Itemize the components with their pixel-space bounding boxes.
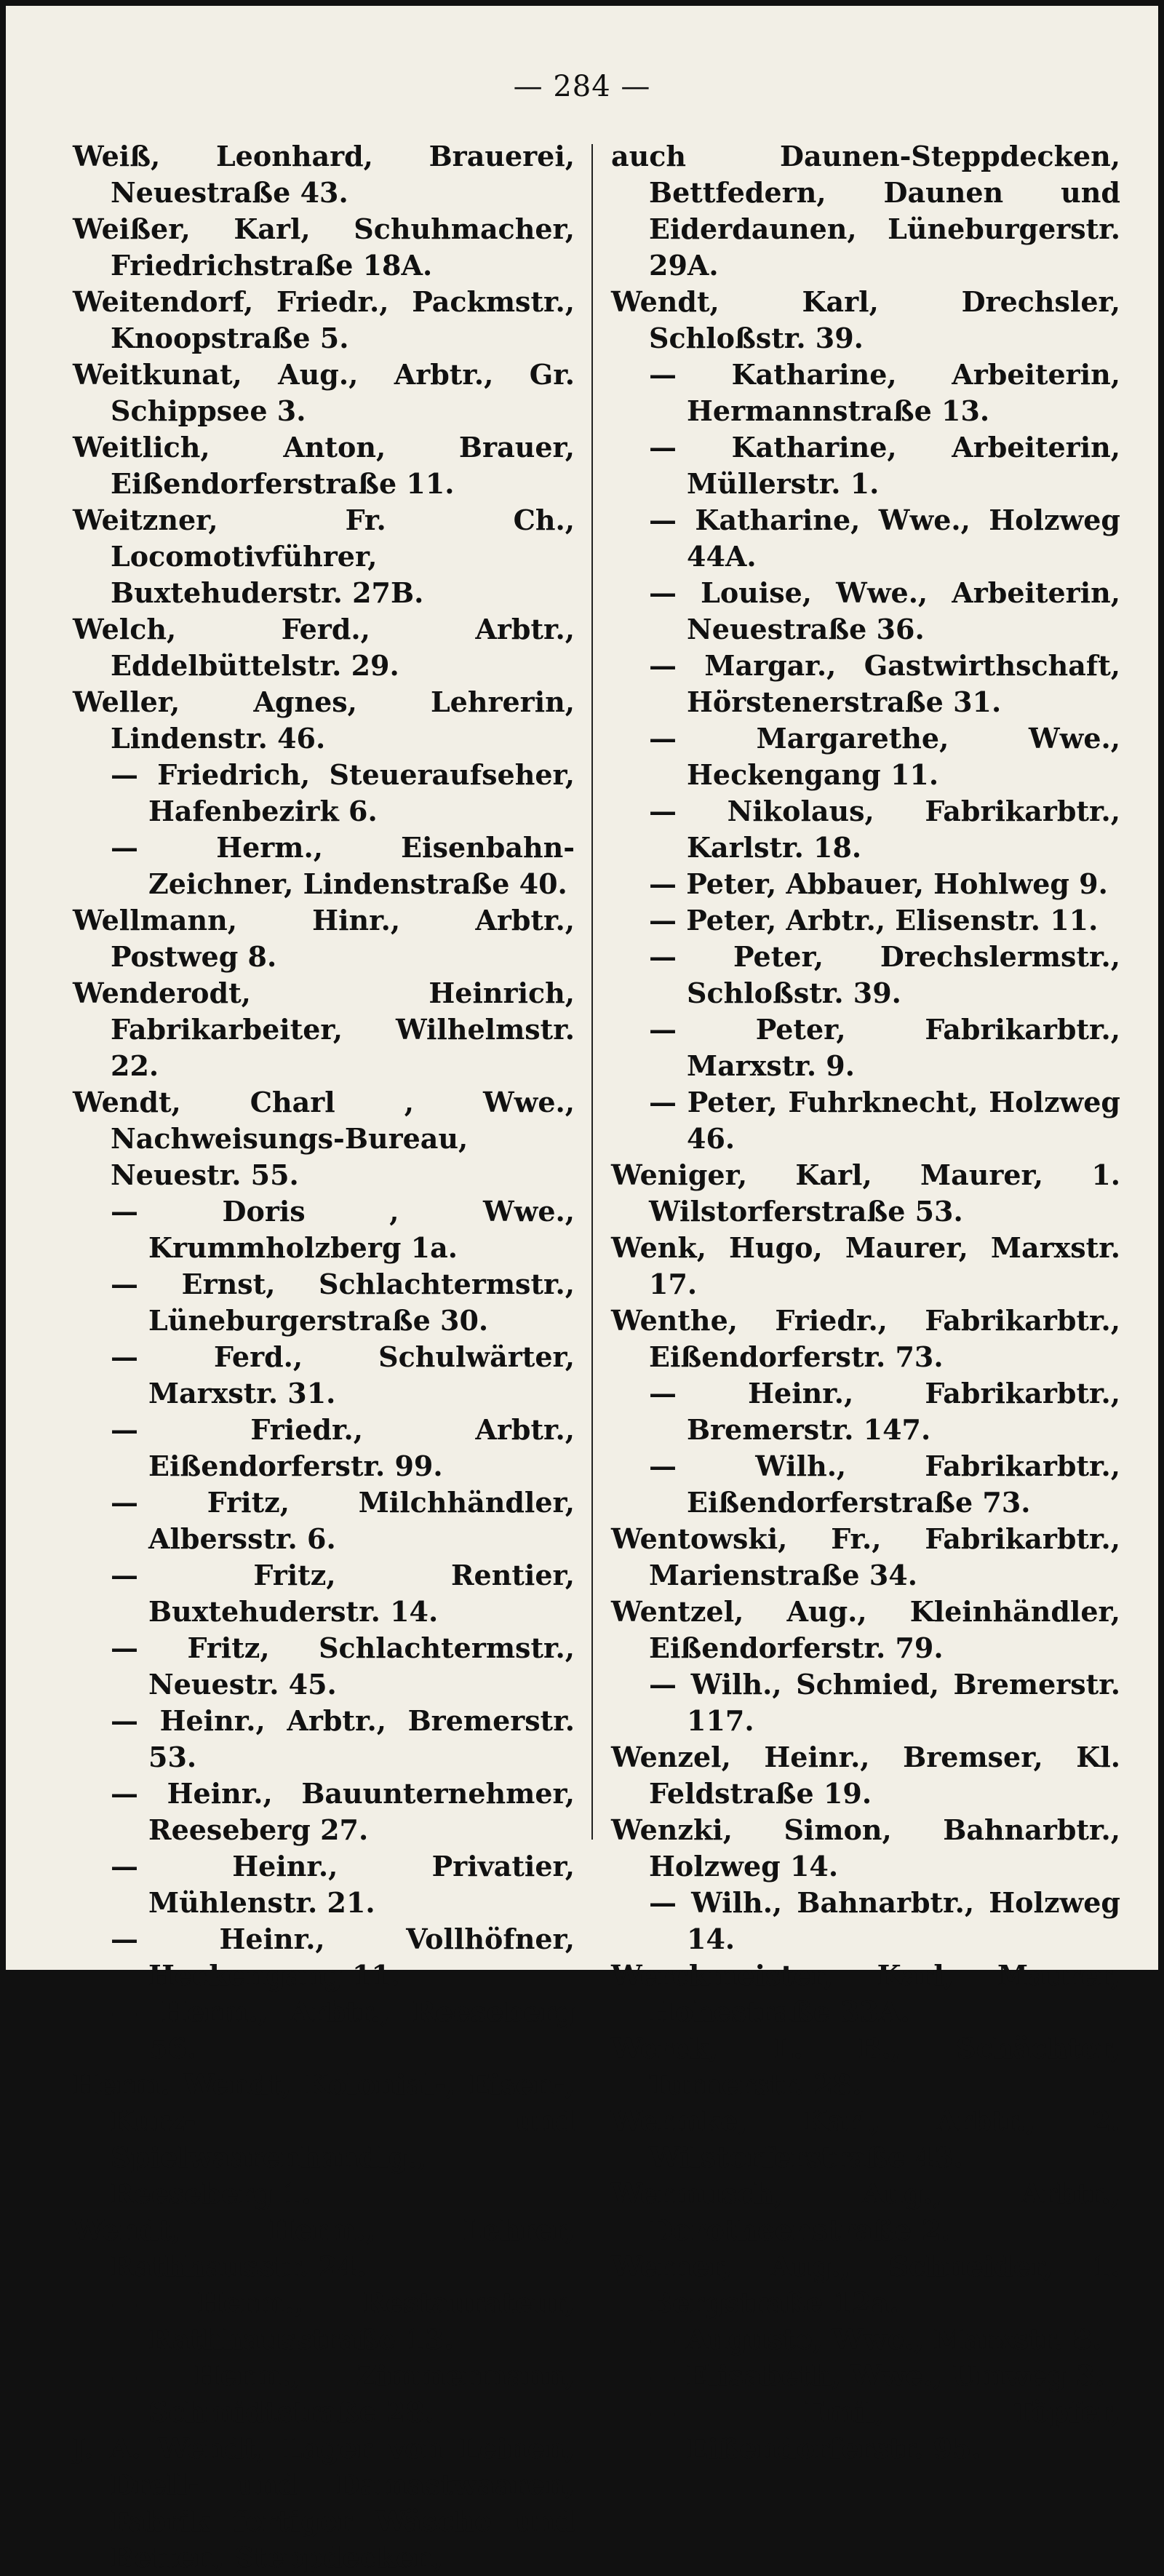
directory-entry: Wendt, Herm., Lehrer, Rathhausstr. 24. <box>73 2214 575 2283</box>
directory-entry: — Louise, Wwe., Arbeiterin, Neuestraße 36. <box>649 576 1120 645</box>
directory-entry: Weitkunat, Aug., Arbtr., Gr. Schippsee 3. <box>73 358 575 427</box>
directory-entry: J. A. Wendt, Lager von Leinen, Drell- und Damastwaaren, Fabrik fertiger Wäsche und Betten, Steppdecken, <box>73 2432 575 2574</box>
directory-entry: Weller, Agnes, Lehrerin, Lindenstr. 46. <box>73 685 575 755</box>
directory-entry: Werckmeister, Karl, Maurer, Hohestraße 33A. <box>611 1959 1120 2028</box>
directory-entry: Wenthe, Friedr., Fabrikarbtr., Eißendorferstr. 73. <box>611 1304 1120 1373</box>
directory-entry: — Emil, Töpfer, Eißendorferstr. 95. <box>649 2396 1120 2465</box>
directory-entry: — Peter, Fabrikarbtr., Marxstr. 9. <box>649 1013 1120 1082</box>
directory-entry: — Fritz, Schlachtermstr., Neuestr. 45. <box>111 1631 575 1701</box>
directory-entry: Wermusch, Aug., Arbtr., Dorotheenstraße 2. <box>611 2177 1120 2246</box>
directory-entry: — Ferd., Schulwärter, Marxstr. 31. <box>111 1340 575 1410</box>
directory-entry: Herm. Wendt, Kolonial-, Eisen-, Kurz- und Spielwaarenhandlg., Reeseberg 1. <box>73 2068 575 2210</box>
directory-entry: auch Daunen-Steppdecken, Bettfedern, Daunen und Eiderdaunen, Lüneburgerstr. 29A. <box>611 140 1120 282</box>
directory-entry: Werek, L. B., Schächter, Turnerstr. 28. <box>611 2032 1120 2101</box>
directory-page <box>6 6 1158 2574</box>
directory-entry: — Nikolaus, Fabrikarbtr., Karlstr. 18. <box>649 795 1120 864</box>
directory-entry: Wentzel, Aug., Kleinhändler, Eißendorferstr. 79. <box>611 1595 1120 1664</box>
directory-entry: — Heinr., Bauunternehmer, Reeseberg 27. <box>111 1777 575 1846</box>
directory-entry: Weitlich, Anton, Brauer, Eißendorferstraße 11. <box>73 431 575 500</box>
directory-entry: Wentowski, Fr., Fabrikarbtr., Marienstraße 34. <box>611 1522 1120 1591</box>
directory-entry: — Wilh., Fabrikarbtr., Eißendorferstraße 73. <box>649 1450 1120 1519</box>
directory-entry: Weiß, Leonhard, Brauerei, Neuestraße 43. <box>73 140 575 209</box>
directory-entry: — Auguste, Wwe., Marxstr. 8. <box>649 2323 1102 2356</box>
directory-entry: — Peter, Fuhrknecht, Holzweg 46. <box>649 1086 1120 1155</box>
left-column <box>73 138 575 2576</box>
directory-entry: — Katharine, Arbeiterin, Müllerstr. 1. <box>649 431 1120 500</box>
directory-entry: — Margarethe, Wwe., Heckengang 11. <box>649 722 1120 791</box>
page-number: — 284 — <box>513 70 651 103</box>
directory-entry: — Peter, Abbauer, Hohlweg 9. <box>649 867 1108 900</box>
directory-entry: — Heinr., Fabrikarbtr., Bremerstr. 147. <box>649 1377 1120 1446</box>
directory-entry: — Doris , Wwe., Krummholzberg 1a. <box>111 1195 575 1264</box>
column-divider <box>591 144 593 1840</box>
directory-entry: — Friedrich, Steueraufseher, Hafenbezirk 6. <box>111 758 575 827</box>
directory-entry: — Wilh., Bahnarbtr., Holzweg 14. <box>649 1886 1120 1955</box>
directory-entry: — Herm., Zimmermann, Schmidtstraße 28. <box>111 2359 575 2428</box>
directory-entry: — Herm., Arbtr., Reeseberg 56. <box>111 1995 575 2064</box>
directory-entry: Welch, Ferd., Arbtr., Eddelbüttelstr. 29. <box>73 613 575 682</box>
directory-entry: — Herm., Eisenbahn-Zeichner, Lindenstraße 40. <box>111 831 575 900</box>
directory-entry: — Margar., Gastwirthschaft, Hörstenerstraße 31. <box>649 649 1120 718</box>
directory-entry: Wendt, Karl, Drechsler, Schloßstr. 39. <box>611 285 1120 354</box>
directory-entry: — Katharine, Wwe., Holzweg 44A. <box>649 504 1120 573</box>
directory-entry: — Herm., Restaurateur, Rathhausstraße 13. <box>111 2286 575 2356</box>
directory-entry: Wenzel, Heinr., Bremser, Kl. Feldstraße 19. <box>611 1741 1120 1810</box>
directory-entry: — Fritz, Rentier, Buxtehuderstr. 14. <box>111 1559 575 1628</box>
directory-entry: Wellmann, Hinr., Arbtr., Postweg 8. <box>73 904 575 973</box>
directory-entry: — Fritz, Milchhändler, Albersstr. 6. <box>111 1486 575 1555</box>
directory-entry: Wendt, Charl , Wwe., Nachweisungs-Bureau, Neuestr. 55. <box>73 1086 575 1191</box>
directory-entry: Weißer, Karl, Schuhmacher, Friedrichstraße 18A. <box>73 212 575 282</box>
right-column <box>611 138 1120 2467</box>
directory-entry: — Heinr., Arbtr., Bremerstr. 53. <box>111 1704 575 1773</box>
directory-entry: — Ernst, Schlachtermstr., Lüneburgerstraße 30. <box>111 1268 575 1337</box>
directory-entry: Weitendorf, Friedr., Packmstr., Knoopstraße 5. <box>73 285 575 354</box>
directory-entry: Weniger, Karl, Maurer, 1. Wilstorferstraße 53. <box>611 1158 1120 1228</box>
directory-entry: Werner, Aug., Schneider, 1. Bergstraße 12a. <box>611 2250 1120 2319</box>
directory-entry: — Peter, Drechslermstr., Schloßstr. 39. <box>649 940 1120 1009</box>
directory-entry: — Peter, Arbtr., Elisenstr. 11. <box>649 904 1099 937</box>
directory-entry: Wenderodt, Heinrich, Fabrikarbeiter, Wilhelmstr. 22. <box>73 977 575 1082</box>
directory-entry: — Wilh., Schmied, Bremerstr. 117. <box>649 1668 1120 1737</box>
directory-entry: Wenzki, Simon, Bahnarbtr., Holzweg 14. <box>611 1813 1120 1883</box>
directory-entry: — Heinr., Vollhöfner, Heckengang 11. <box>111 1923 575 1992</box>
directory-entry: — Katharine, Arbeiterin, Hermannstraße 13. <box>649 358 1120 427</box>
directory-entry: — Elisabeth, Wwe., Umweg 3. <box>649 2359 1105 2392</box>
directory-entry: Wenk, Hugo, Maurer, Marxstr. 17. <box>611 1231 1120 1300</box>
directory-entry: — Friedr., Arbtr., Eißendorferstr. 99. <box>111 1413 575 1482</box>
directory-entry: Wermke, Karl, Arbtr., 2. Wilstorferstraße 43. <box>611 2104 1120 2174</box>
directory-entry: Weitzner, Fr. Ch., Locomotivführer, Buxtehuderstr. 27B. <box>73 504 575 609</box>
directory-entry: — Heinr., Privatier, Mühlenstr. 21. <box>111 1850 575 1919</box>
